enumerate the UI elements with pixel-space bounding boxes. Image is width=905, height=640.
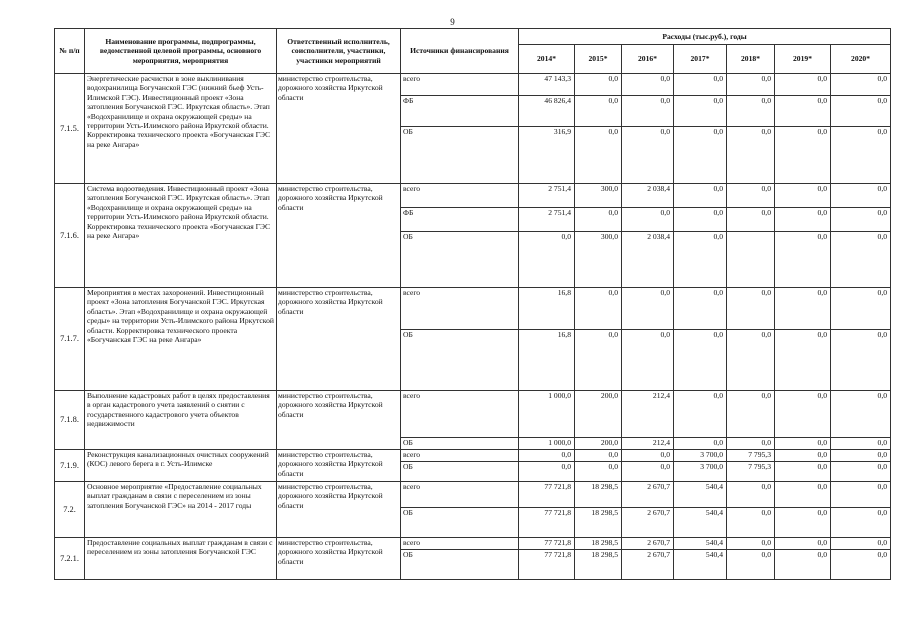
amount-cell: 0,0 [727,482,775,508]
amount-cell: 0,0 [831,96,891,127]
amount-cell: 0,0 [622,288,674,330]
amount-cell: 0,0 [831,450,891,462]
amount-cell: 0,0 [674,74,727,96]
funding-source: ОБ [401,508,519,538]
amount-cell: 0,0 [575,288,622,330]
amount-cell: 316,9 [519,127,575,184]
amount-cell: 0,0 [831,508,891,538]
amount-cell: 0,0 [775,508,831,538]
executor: министерство строительства, дорожного хозяйства Иркутской области [277,538,401,580]
amount-cell: 0,0 [674,438,727,450]
amount-cell: 0,0 [727,127,775,184]
amount-cell: 18 298,5 [575,550,622,580]
amount-cell: 0,0 [775,462,831,482]
funding-source: всего [401,74,519,96]
amount-cell: 77 721,8 [519,550,575,580]
amount-cell: 0,0 [674,96,727,127]
amount-cell: 0,0 [575,96,622,127]
amount-cell: 0,0 [831,391,891,438]
amount-cell: 200,0 [575,438,622,450]
row-number: 7.2. [55,482,85,538]
funding-source: ФБ [401,208,519,232]
amount-cell: 77 721,8 [519,508,575,538]
funding-source: ОБ [401,232,519,288]
header-expenses: Расходы (тыс.руб.), годы [519,29,891,45]
amount-cell: 0,0 [831,232,891,288]
table-row [55,482,891,508]
amount-cell: 0,0 [727,288,775,330]
amount-cell: 0,0 [831,482,891,508]
amount-cell: 7 795,3 [727,450,775,462]
row-number: 7.1.8. [55,391,85,450]
amount-cell: 0,0 [727,96,775,127]
amount-cell: 0,0 [775,391,831,438]
table-row [55,391,891,438]
amount-cell: 0,0 [674,391,727,438]
amount-cell: 212,4 [622,391,674,438]
amount-cell: 0,0 [727,438,775,450]
amount-cell: 0,0 [831,127,891,184]
amount-cell: 0,0 [622,450,674,462]
row-number: 7.1.6. [55,184,85,288]
amount-cell: 0,0 [775,438,831,450]
amount-cell: 0,0 [775,538,831,550]
amount-cell: 18 298,5 [575,508,622,538]
amount-cell: 1 000,0 [519,438,575,450]
amount-cell: 0,0 [831,550,891,580]
amount-cell: 0,0 [727,184,775,208]
table-row [55,184,891,208]
table-row [55,538,891,550]
amount-cell: 0,0 [831,462,891,482]
row-number: 7.1.7. [55,288,85,391]
amount-cell: 540,4 [674,508,727,538]
funding-source: всего [401,538,519,550]
amount-cell: 18 298,5 [575,482,622,508]
amount-cell: 77 721,8 [519,538,575,550]
amount-cell: 0,0 [831,184,891,208]
amount-cell: 0,0 [727,74,775,96]
amount-cell: 46 826,4 [519,96,575,127]
amount-cell: 0,0 [831,538,891,550]
amount-cell: 1 000,0 [519,391,575,438]
table-row [55,74,891,96]
amount-cell: 2 670,7 [622,482,674,508]
funding-source: всего [401,450,519,462]
executor: министерство строительства, дорожного хозяйства Иркутской области [277,184,401,288]
row-number: 7.1.9. [55,450,85,482]
header-no: № п/п [55,29,85,74]
amount-cell: 540,4 [674,550,727,580]
amount-cell: 2 751,4 [519,208,575,232]
amount-cell: 47 143,3 [519,74,575,96]
executor: министерство строительства, дорожного хозяйства Иркутской области [277,74,401,184]
header-year: 2018* [727,45,775,74]
amount-cell: 0,0 [575,127,622,184]
funding-source: ОБ [401,438,519,450]
amount-cell: 0,0 [775,74,831,96]
amount-cell: 0,0 [674,232,727,288]
amount-cell: 540,4 [674,538,727,550]
funding-source: всего [401,288,519,330]
amount-cell: 0,0 [775,184,831,208]
amount-cell: 0,0 [622,96,674,127]
amount-cell: 0,0 [674,288,727,330]
amount-cell: 0,0 [727,391,775,438]
activity-name: Предоставление социальных выплат гражданам в связи с переселением из зоны затопления Богучанской ГЭС [85,538,277,580]
amount-cell: 16,8 [519,288,575,330]
amount-cell: 3 700,0 [674,462,727,482]
amount-cell: 0,0 [775,288,831,330]
funding-source: всего [401,482,519,508]
amount-cell: 0,0 [575,450,622,462]
amount-cell: 0,0 [831,208,891,232]
amount-cell: 0,0 [727,208,775,232]
amount-cell: 2 670,7 [622,550,674,580]
activity-name: Выполнение кадастровых работ в целях предоставления в орган кадастрового учета заявлений о снятии с государственного кадастрового учета объектов недвижимости [85,391,277,450]
table-row [55,450,891,462]
amount-cell: 200,0 [575,391,622,438]
amount-cell: 0,0 [775,208,831,232]
amount-cell: 0,0 [519,462,575,482]
amount-cell: 16,8 [519,330,575,391]
activity-name: Реконструкция канализационных очистных сооружений (КОС) левого берега в г. Усть-Илимске [85,450,277,482]
amount-cell: 0,0 [622,127,674,184]
header-year: 2016* [622,45,674,74]
amount-cell: 212,4 [622,438,674,450]
header-year: 2014* [519,45,575,74]
executor: министерство строительства, дорожного хозяйства Иркутской области [277,482,401,538]
funding-source: всего [401,184,519,208]
amount-cell: 0,0 [575,462,622,482]
header-year: 2020* [831,45,891,74]
amount-cell: 0,0 [775,450,831,462]
header-sources: Источники финансирования [401,29,519,74]
amount-cell: 0,0 [831,438,891,450]
amount-cell: 2 670,7 [622,538,674,550]
header-executor: Ответственный исполнитель, соисполнители, участники, участники мероприятий [277,29,401,74]
activity-name: Мероприятия в местах захоронений. Инвестиционный проект «Зона затопления Богучанской ГЭС. Иркутская область». Этап «Водохранилище и охрана окружающей среды» на территории Усть-Илимского района Иркутской области. Корректировка технического проекта «Богучанская ГЭС на реке Ангара» [85,288,277,391]
amount-cell: 0,0 [775,96,831,127]
header-name: Наименование программы, подпрограммы, ведомственной целевой программы, основного мероприятия, мероприятия [85,29,277,74]
amount-cell: 0,0 [775,330,831,391]
amount-cell: 0,0 [622,208,674,232]
funding-source: всего [401,391,519,438]
amount-cell: 0,0 [575,330,622,391]
amount-cell: 0,0 [674,127,727,184]
funding-source: ОБ [401,462,519,482]
amount-cell: 18 298,5 [575,538,622,550]
table-body [55,74,891,580]
page-number: 9 [450,17,455,27]
funding-source: ОБ [401,550,519,580]
amount-cell: 0,0 [831,288,891,330]
activity-name: Энергетические расчистки в зоне выклинивания водохранилища Богучанской ГЭС (нижний бьеф Усть-Илимской ГЭС). Инвестиционный проект «Зона затопления Богучанской ГЭС. Иркутская область». Этап «Водохранилище и охрана окружающей среды» на территории Усть-Илимского района Иркутской области. Корректировка технического проекта «Богучанская ГЭС на реке Ангара» [85,74,277,184]
table-header [55,29,891,74]
row-number: 7.2.1. [55,538,85,580]
amount-cell: 2 670,7 [622,508,674,538]
amount-cell: 300,0 [575,232,622,288]
amount-cell: 0,0 [727,330,775,391]
amount-cell: 0,0 [831,74,891,96]
activity-name: Основное мероприятие «Предоставление социальных выплат гражданам в связи с переселением из зоны затопления Богучанской ГЭС» на 2014 - 2017 годы [85,482,277,538]
amount-cell: 0,0 [519,232,575,288]
amount-cell: 0,0 [775,550,831,580]
funding-source: ОБ [401,127,519,184]
amount-cell: 0,0 [727,508,775,538]
header-year: 2019* [775,45,831,74]
amount-cell: 0,0 [727,538,775,550]
amount-cell: 0,0 [519,450,575,462]
row-number: 7.1.5. [55,74,85,184]
header-year: 2015* [575,45,622,74]
funding-source: ОБ [401,330,519,391]
amount-cell: 0,0 [575,74,622,96]
amount-cell: 0,0 [622,462,674,482]
expenses-table [54,28,891,580]
amount-cell: 0,0 [674,330,727,391]
amount-cell: 3 700,0 [674,450,727,462]
amount-cell: 0,0 [622,74,674,96]
header-year: 2017* [674,45,727,74]
executor: министерство строительства, дорожного хозяйства Иркутской области [277,450,401,482]
funding-source: ФБ [401,96,519,127]
amount-cell: 2 038,4 [622,184,674,208]
amount-cell: 0,0 [674,208,727,232]
executor: министерство строительства, дорожного хозяйства Иркутской области [277,288,401,391]
amount-cell: 2 751,4 [519,184,575,208]
amount-cell: 77 721,8 [519,482,575,508]
amount-cell: 2 038,4 [622,232,674,288]
table-row [55,288,891,330]
amount-cell: 0,0 [727,550,775,580]
amount-cell: 0,0 [775,482,831,508]
amount-cell: 7 795,3 [727,462,775,482]
amount-cell: 0,0 [775,127,831,184]
amount-cell: 540,4 [674,482,727,508]
amount-cell: 0,0 [622,330,674,391]
amount-cell: 0,0 [674,184,727,208]
activity-name: Система водоотведения. Инвестиционный проект «Зона затопления Богучанской ГЭС. Иркутская область». Этап «Водохранилище и охрана окружающей среды» на территории Усть-Илимского района Иркутской области. Корректировка технического проекта «Богучанская ГЭС на реке Ангара» [85,184,277,288]
amount-cell: 0,0 [831,330,891,391]
executor: министерство строительства, дорожного хозяйства Иркутской области [277,391,401,450]
amount-cell: 0,0 [575,208,622,232]
amount-cell [727,232,775,288]
amount-cell: 0,0 [775,232,831,288]
amount-cell: 300,0 [575,184,622,208]
